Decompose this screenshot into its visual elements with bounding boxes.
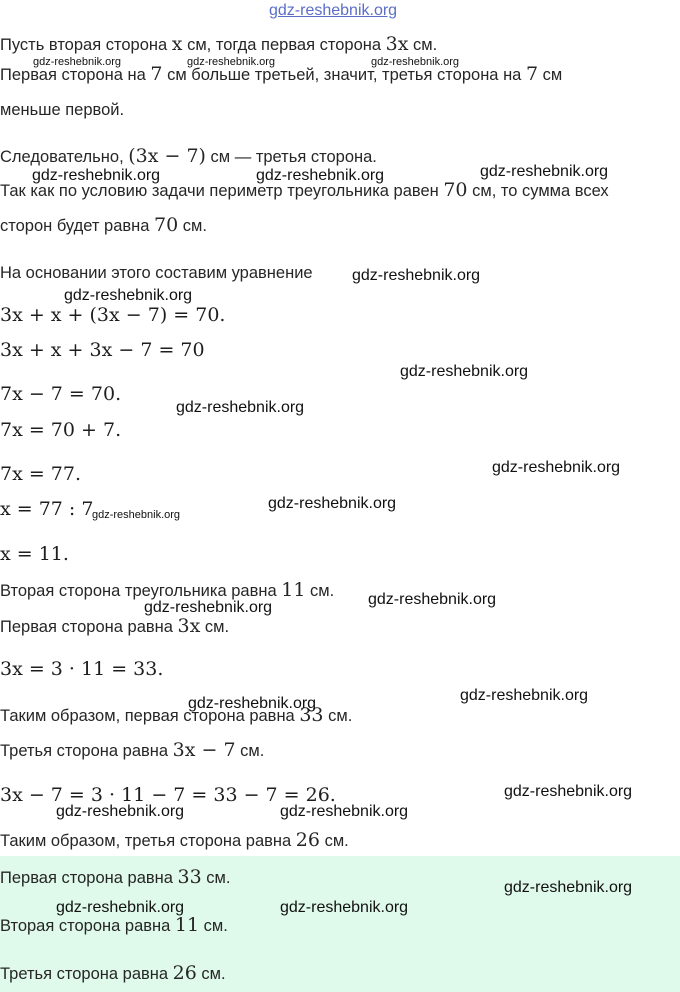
answer-first (0, 866, 230, 889)
math-11: 11 (281, 579, 306, 601)
watermark: gdz-reshebnik.org (256, 167, 385, 184)
watermark: gdz-reshebnik.org (268, 495, 397, 512)
thus-third-line (0, 829, 349, 852)
perimeter-line-2 (0, 214, 207, 237)
text: Третья сторона равна (0, 965, 173, 983)
watermark: gdz-reshebnik.org (371, 56, 460, 68)
text: см. (235, 742, 265, 760)
watermark: gdz-reshebnik.org (176, 399, 305, 416)
equation-intro: На основании этого составим уравнение (0, 264, 313, 282)
watermark: gdz-reshebnik.org (32, 167, 161, 184)
text: Вторая сторона равна (0, 917, 175, 935)
equation-9: 3x − 7 = 3 · 11 − 7 = 33 − 7 = 26. (0, 784, 336, 806)
math-26: 26 (172, 962, 197, 984)
equation-6: x = 77 : 7 (0, 498, 94, 520)
text: Так как по условию задачи периметр треугольника равен (0, 182, 444, 200)
math-11: 11 (174, 914, 200, 936)
watermark: gdz-reshebnik.org (188, 695, 317, 712)
equation-3: 7x − 7 = 70. (0, 383, 122, 405)
equation-5: 7x = 77. (0, 463, 82, 485)
watermark: gdz-reshebnik.org (460, 687, 589, 704)
math-70: 70 (443, 179, 468, 201)
watermark: gdz-reshebnik.org (144, 599, 273, 616)
math-70: 70 (154, 214, 179, 236)
text: см. (201, 869, 231, 887)
math-26: 26 (295, 829, 320, 851)
math-7: 7 (525, 63, 539, 85)
watermark: gdz-reshebnik.org (64, 287, 193, 304)
intro-line (0, 33, 437, 56)
math-3x: 3x (177, 615, 201, 637)
equation-4: 7x = 70 + 7. (0, 419, 122, 441)
text: Пусть вторая сторона (0, 36, 172, 54)
text: см — третья сторона. (205, 148, 377, 166)
text: см. (408, 36, 438, 54)
math-expr: (3x − 7) (128, 145, 206, 167)
watermark: gdz-reshebnik.org (56, 899, 185, 916)
answer-third (0, 962, 226, 985)
watermark: gdz-reshebnik.org (368, 591, 497, 608)
watermark: gdz-reshebnik.org (492, 459, 621, 476)
text: Вторая сторона треугольника равна (0, 582, 282, 600)
third-side-line-2: меньше первой. (0, 101, 125, 119)
text: см больше третьей, значит, третья сторона на (162, 66, 526, 84)
text: см. (200, 618, 230, 636)
equation-8: 3x = 3 · 11 = 33. (0, 658, 164, 680)
text: Первая сторона равна (0, 869, 178, 887)
text: см, то сумма всех (467, 182, 609, 200)
text: см, тогда первая сторона (182, 36, 386, 54)
answer-second (0, 914, 228, 937)
math-x: x (171, 33, 183, 55)
text: Первая сторона равна (0, 618, 178, 636)
watermark: gdz-reshebnik.org (504, 783, 633, 800)
watermark: gdz-reshebnik.org (480, 163, 609, 180)
watermark: gdz-reshebnik.org (504, 879, 633, 896)
watermark: gdz-reshebnik.org (92, 509, 181, 521)
first-side-line (0, 615, 229, 638)
text: Следовательно, (0, 148, 129, 166)
watermark: gdz-reshebnik.org (280, 899, 409, 916)
text: Первая сторона на (0, 66, 151, 84)
text: Таким образом, первая сторона равна (0, 707, 300, 725)
watermark: gdz-reshebnik.org (56, 803, 185, 820)
text: Таким образом, третья сторона равна (0, 832, 296, 850)
equation-1: 3x + x + (3x − 7) = 70. (0, 304, 226, 326)
text: см. (305, 582, 335, 600)
math-7: 7 (150, 63, 163, 85)
math-33: 33 (177, 866, 202, 888)
watermark: gdz-reshebnik.org (280, 803, 409, 820)
text: см. (178, 217, 207, 235)
third-side-eq-line (0, 739, 264, 762)
math-33: 33 (299, 704, 324, 726)
equation-7: x = 11. (0, 543, 69, 565)
text: см. (319, 832, 349, 850)
text: см (538, 66, 563, 84)
text: см. (323, 707, 353, 725)
math-3x: 3x (385, 33, 409, 55)
text: Третья сторона равна (0, 742, 173, 760)
math-expr: 3x − 7 (172, 739, 236, 761)
watermark-top: gdz-reshebnik.org (269, 2, 398, 19)
watermark: gdz-reshebnik.org (187, 56, 276, 68)
text: сторон будет равна (0, 217, 155, 235)
text: см. (196, 965, 226, 983)
equation-2: 3x + x + 3x − 7 = 70 (0, 339, 205, 361)
watermark: gdz-reshebnik.org (400, 363, 529, 380)
text: см. (199, 917, 228, 935)
consequence-line (0, 145, 377, 168)
watermark: gdz-reshebnik.org (33, 56, 122, 68)
watermark: gdz-reshebnik.org (352, 267, 481, 284)
